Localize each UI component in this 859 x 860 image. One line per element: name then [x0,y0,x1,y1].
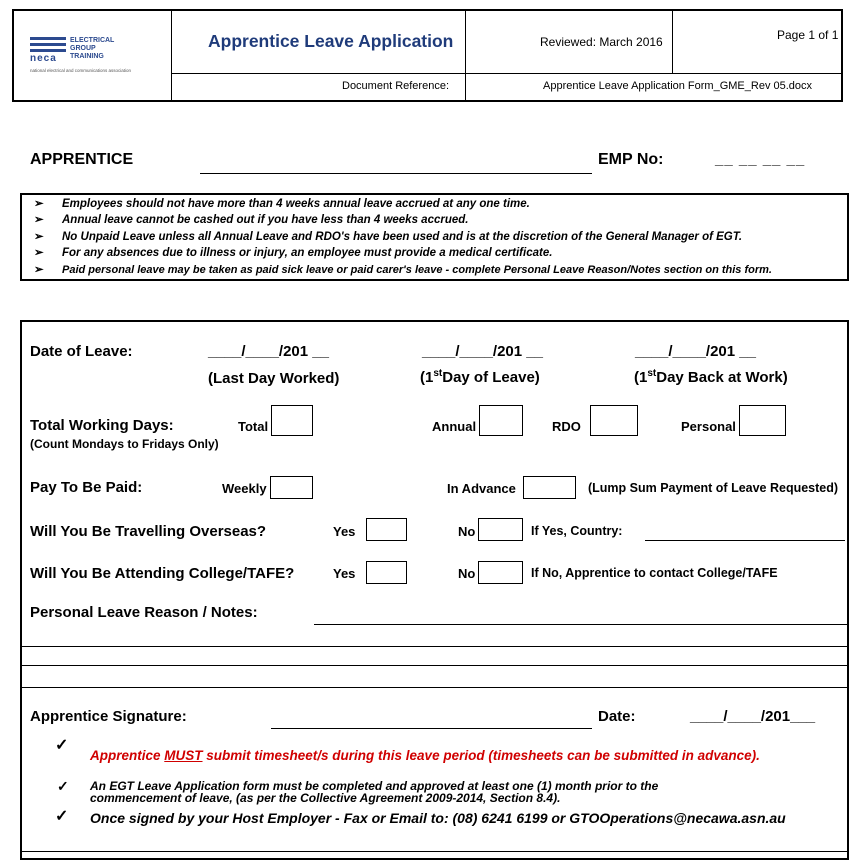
form-bottom-line [20,851,849,852]
weekly-box[interactable] [270,476,313,499]
notice-item: ➢ Paid personal leave may be taken as paid sick leave or paid carer's leave - complete Personal Leave Reason/Notes section on this form. [34,264,772,276]
check-icon: ✓ [55,808,69,825]
if-yes-country-label: If Yes, Country: [531,524,623,538]
logo-line-2: GROUP [70,45,96,52]
first-day-date-field[interactable]: ____/____/201 __ [422,343,543,360]
back-at-work-caption: (1stDay Back at Work) [634,368,788,386]
attending-college-label: Will You Be Attending College/TAFE? [30,565,295,582]
logo-tagline: national electrical and communications association [30,68,132,73]
lump-sum-note: (Lump Sum Payment of Leave Requested) [588,481,839,495]
page-number: Page 1 of 1 [777,28,839,42]
weekly-label: Weekly [222,481,267,496]
back-at-work-date-field[interactable]: ____/____/201 __ [635,343,756,360]
travel-no-label: No [458,524,476,539]
emp-no-field[interactable]: __ __ __ __ [715,151,806,168]
pay-to-be-paid-label: Pay To Be Paid: [30,479,143,496]
reason-line-2[interactable] [20,646,849,647]
signature-date-label: Date: [598,708,636,725]
in-advance-box[interactable] [523,476,576,499]
travel-no-box[interactable] [478,518,523,541]
college-no-label: No [458,566,476,581]
travel-yes-box[interactable] [366,518,407,541]
reason-line-4 [20,687,849,688]
egt-form-instruction-2: commencement of leave, (as per the Collective Agreement 2009-2014, Section 8.4). [90,791,561,805]
signature-field[interactable] [271,712,592,729]
arrow-bullet-icon: ➢ [34,231,44,243]
egt-form-instruction-1: An EGT Leave Application form must be completed and approved at least one (1) month prior to the [90,779,659,793]
total-days-box[interactable] [271,405,313,436]
notice-item: ➢ For any absences due to illness or injury, an employee must provide a medical certificate. [34,247,553,259]
travelling-overseas-label: Will You Be Travelling Overseas? [30,523,267,540]
total-label: Total [238,419,269,434]
last-day-caption: (Last Day Worked) [208,370,340,387]
document-title: Apprentice Leave Application [208,31,454,51]
arrow-bullet-icon: ➢ [34,247,44,259]
travel-yes-label: Yes [333,524,356,539]
personal-label: Personal [681,419,736,434]
notice-item: ➢ Annual leave cannot be cashed out if you have less than 4 weeks accrued. [34,214,469,226]
logo-text [70,37,114,61]
timesheet-instruction: Apprentice MUST submit timesheet/s during this leave period (timesheets can be submitted in advance). [90,748,760,763]
doc-ref-value: Apprentice Leave Application Form_GME_Rev 05.docx [543,80,813,92]
total-working-days-label: Total Working Days: [30,417,174,434]
annual-label: Annual [432,419,477,434]
college-yes-box[interactable] [366,561,407,584]
rdo-label: RDO [552,419,581,434]
first-day-caption: (1stDay of Leave) [420,368,540,386]
reason-line-3[interactable] [20,665,849,666]
check-icon: ✓ [55,737,69,754]
logo-line-1: ELECTRICAL [70,37,115,44]
in-advance-label: In Advance [447,481,516,496]
arrow-bullet-icon: ➢ [34,264,44,276]
college-yes-label: Yes [333,566,356,581]
date-of-leave-label: Date of Leave: [30,343,133,360]
leave-rules-box [20,193,849,281]
apprentice-signature-label: Apprentice Signature: [30,708,187,725]
fax-email-instruction: Once signed by your Host Employer - Fax or Email to: (08) 6241 6199 or GTOOperations@necawa.asn.au [90,810,786,826]
college-no-box[interactable] [478,561,523,584]
reviewed-date: Reviewed: March 2016 [540,35,663,49]
notice-item: ➢ No Unpaid Leave unless all Annual Leave and RDO's have been used and is at the discretion of the General Manager of EGT. [34,231,743,243]
doc-ref-label: Document Reference: [342,80,449,92]
arrow-bullet-icon: ➢ [34,214,44,226]
reason-line-1[interactable] [314,610,847,625]
arrow-bullet-icon: ➢ [34,198,44,210]
notice-item: ➢ Employees should not have more than 4 weeks annual leave accrued at any one time. [34,198,530,210]
country-field[interactable] [645,524,845,541]
personal-days-box[interactable] [739,405,786,436]
if-no-contact-note: If No, Apprentice to contact College/TAFE [531,566,778,580]
signature-date-field[interactable]: ____/____/201___ [690,708,816,725]
apprentice-name-field[interactable] [200,155,592,174]
annual-days-box[interactable] [479,405,523,436]
apprentice-label: APPRENTICE [30,151,134,168]
logo-line-3: TRAINING [70,53,104,60]
logo-brand: neca [30,53,57,64]
check-icon: ✓ [57,778,69,794]
emp-no-label: EMP No: [598,151,664,168]
last-day-date-field[interactable]: ____/____/201 __ [208,343,329,360]
personal-leave-reason-label: Personal Leave Reason / Notes: [30,604,258,621]
total-working-days-note: (Count Mondays to Fridays Only) [30,437,219,451]
rdo-days-box[interactable] [590,405,638,436]
